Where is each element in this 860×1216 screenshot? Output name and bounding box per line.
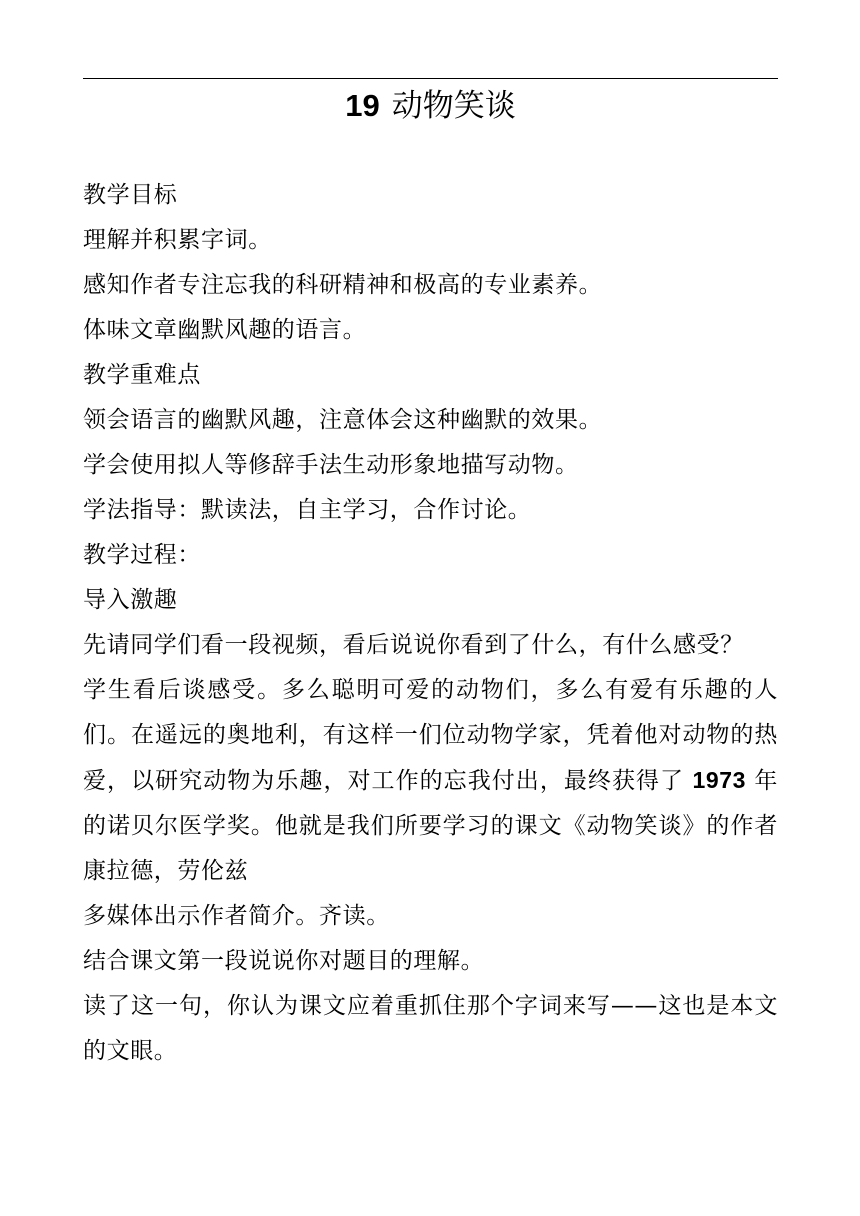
goal-item-2: 感知作者专注忘我的科研精神和极高的专业素养。	[83, 272, 603, 298]
story-year: 1973	[692, 767, 747, 793]
paragraph-key-word: 读了这一句，你认为课文应着重抓住那个字词来写——这也是本文的文眼。	[83, 993, 778, 1064]
lesson-title	[83, 84, 778, 128]
heading-key-points: 教学重难点	[83, 362, 201, 388]
header-rule	[83, 78, 778, 79]
paragraph-title-understanding: 结合课文第一段说说你对题目的理解。	[83, 948, 485, 974]
document-body	[83, 173, 778, 1074]
paragraph-video-prompt: 先请同学们看一段视频，看后说说你看到了什么，有什么感受？	[83, 632, 744, 658]
lesson-title-text: 动物笑谈	[391, 88, 516, 124]
method-guidance: 学法指导：默读法，自主学习，合作讨论。	[83, 497, 532, 523]
story-text-part1: 学生看后谈感受。多么聪明可爱的动物们，多么有爱有乐趣的人们。在遥远的奥地利，有这样一们位动物学家，凭着他对动物的热爱，以研究动物为乐趣，对工作的忘我付出，最终获得了	[83, 677, 778, 794]
goal-item-1: 理解并积累字词。	[83, 227, 272, 253]
heading-teaching-process: 教学过程：	[83, 542, 201, 568]
lesson-number: 19	[345, 88, 380, 123]
paragraph-author-intro: 多媒体出示作者简介。齐读。	[83, 903, 390, 929]
section-introduction: 导入激趣	[83, 587, 178, 613]
story-text-part2: 年的诺贝尔医学奖。他就是我们所要学习的课文《动物笑谈》的作者康拉德，劳伦兹	[83, 768, 778, 884]
paragraph-student-feedback	[83, 668, 778, 894]
document-page	[83, 0, 778, 1216]
key-point-2: 学会使用拟人等修辞手法生动形象地描写动物。	[83, 452, 579, 478]
key-point-1: 领会语言的幽默风趣，注意体会这种幽默的效果。	[83, 407, 603, 433]
goal-item-3: 体味文章幽默风趣的语言。	[83, 317, 367, 343]
heading-teaching-goals: 教学目标	[83, 182, 178, 208]
